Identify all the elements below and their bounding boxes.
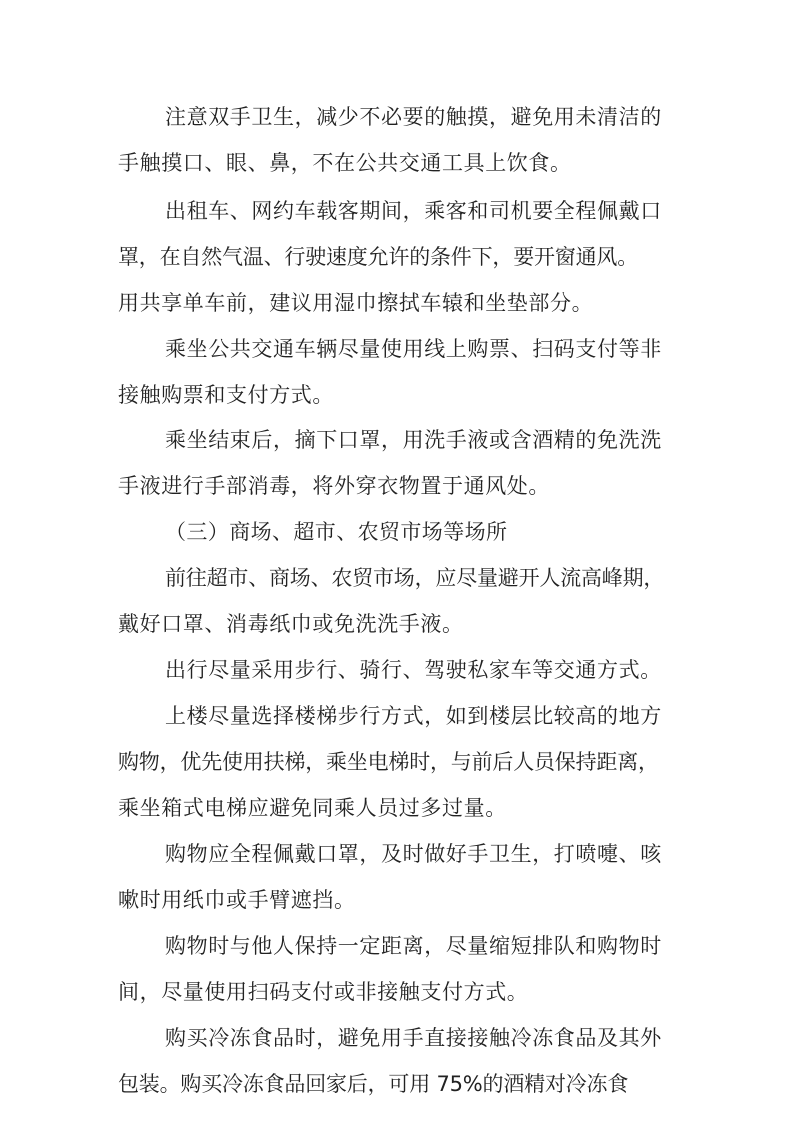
text-line: 乘坐箱式电梯应避免同乘人员过多过量。 bbox=[118, 796, 507, 820]
text-line: 手液进行手部消毒，将外穿衣物置于通风处。 bbox=[118, 474, 550, 498]
text-line: 注意双手卫生，减少不必要的触摸，避免用未清洁的 bbox=[165, 105, 662, 129]
text-line: 上楼尽量选择楼梯步行方式，如到楼层比较高的地方 bbox=[165, 704, 662, 728]
section-heading: （三）商场、超市、农贸市场等场所 bbox=[165, 520, 508, 544]
text-line: 手触摸口、眼、鼻，不在公共交通工具上饮食。 bbox=[118, 151, 572, 175]
text-line: 购物时与他人保持一定距离，尽量缩短排队和购物时 bbox=[165, 934, 662, 958]
text-line: 乘坐结束后，摘下口罩，用洗手液或含酒精的免洗洗 bbox=[165, 428, 662, 452]
text-line: 用共享单车前，建议用湿巾擦拭车辕和坐垫部分。 bbox=[118, 291, 594, 315]
text-line: 间，尽量使用扫码支付或非接触支付方式。 bbox=[118, 980, 529, 1004]
text-line: 出租车、网约车载客期间，乘客和司机要全程佩戴口 bbox=[165, 199, 662, 223]
text-line: 前往超市、商场、农贸市场，应尽量避开人流高峰期， bbox=[165, 566, 665, 590]
text-line: 出行尽量采用步行、骑行、驾驶私家车等交通方式。 bbox=[165, 658, 662, 682]
text-line: 接触购票和支付方式。 bbox=[118, 383, 334, 407]
text-line: 罩，在自然气温、行驶速度允许的条件下，要开窗通风。 bbox=[118, 245, 638, 269]
text-line: 购买冷冻食品时，避免用手直接接触冷冻食品及其外 bbox=[165, 1026, 662, 1050]
text-line: 购物，优先使用扶梯，乘坐电梯时，与前后人员保持距离， bbox=[118, 750, 659, 774]
text-line: 购物应全程佩戴口罩，及时做好手卫生，打喷嚏、咳 bbox=[165, 842, 662, 866]
text-line: 戴好口罩、消毒纸巾或免洗洗手液。 bbox=[118, 612, 464, 636]
text-line: 包装。购买冷冻食品回家后，可用 75%的酒精对冷冻食 bbox=[118, 1072, 629, 1096]
text-line: 乘坐公共交通车辆尽量使用线上购票、扫码支付等非 bbox=[165, 337, 662, 361]
text-line: 嗽时用纸巾或手臂遮挡。 bbox=[118, 888, 356, 912]
